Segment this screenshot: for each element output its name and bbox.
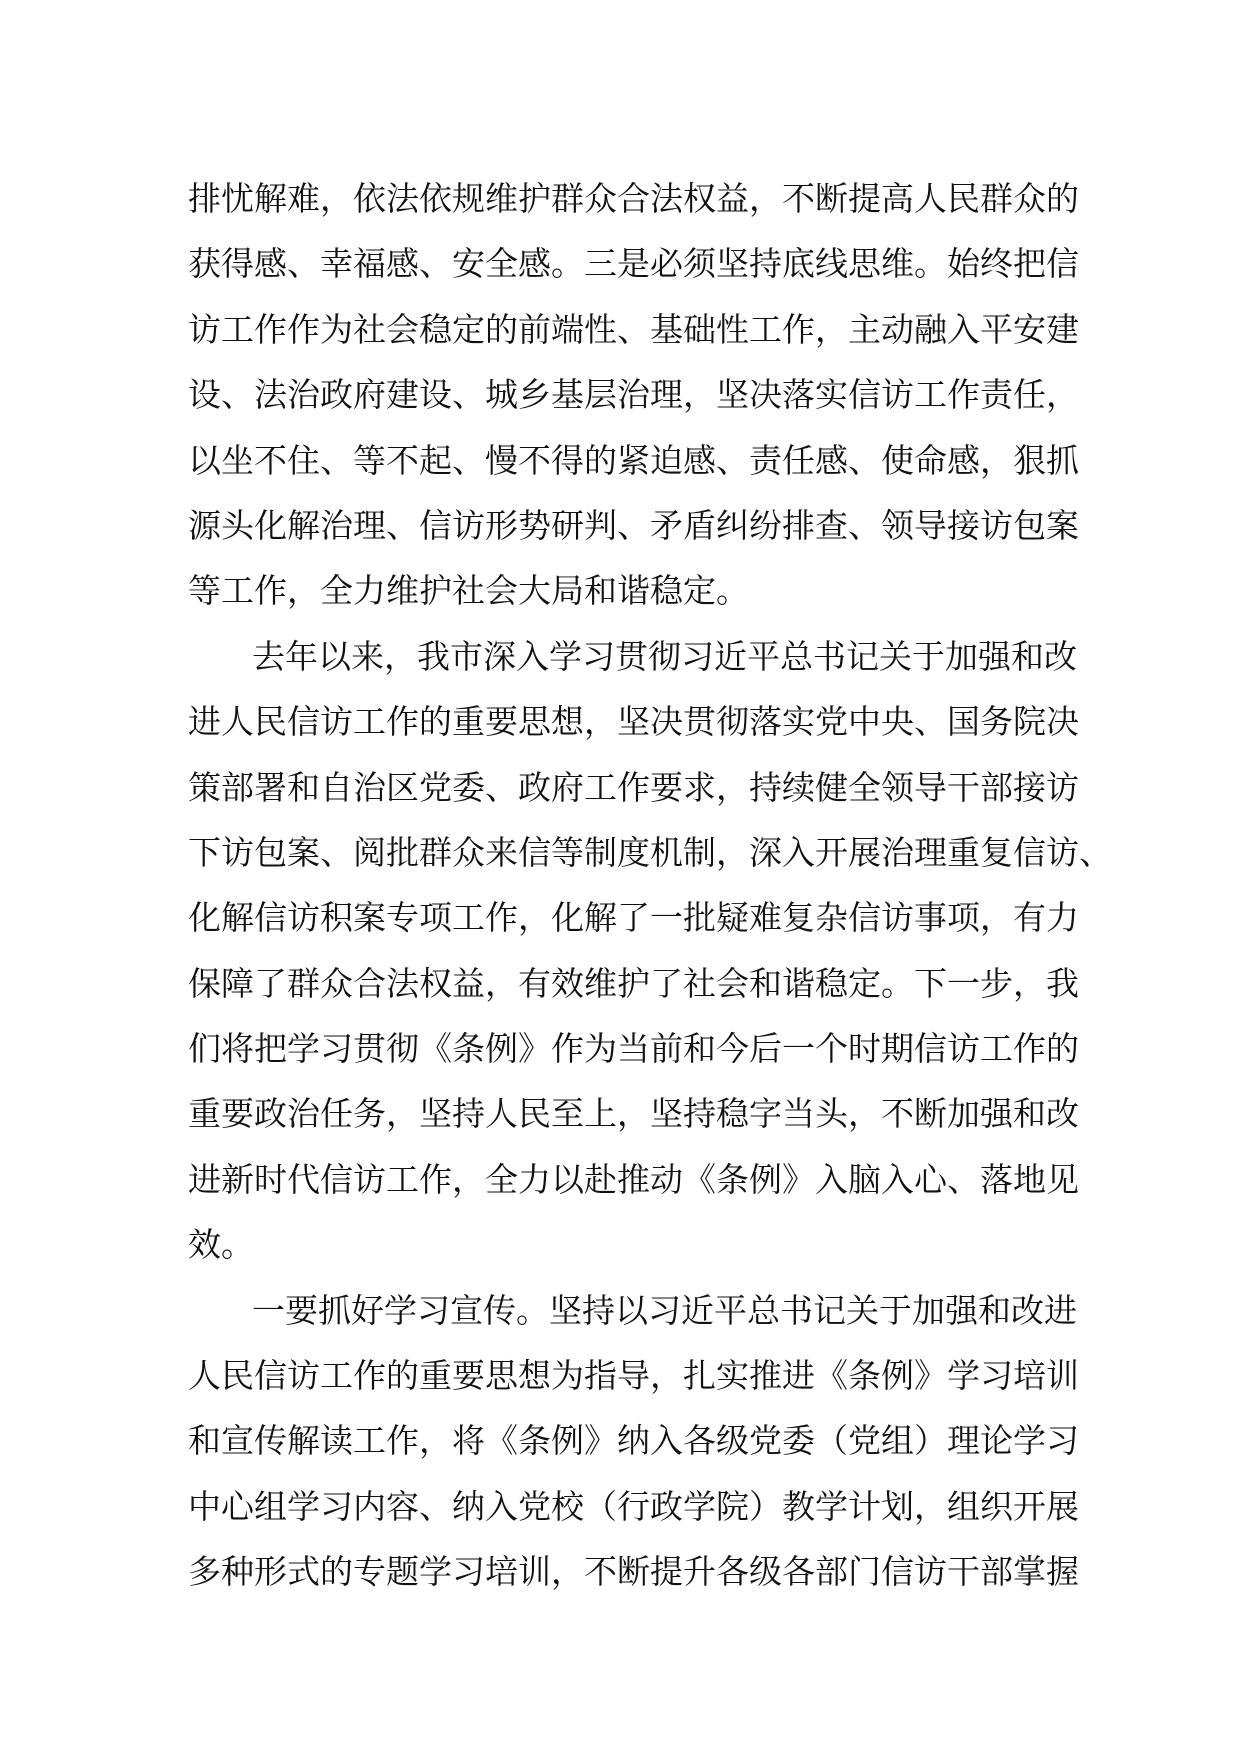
text-line-first: 一要抓好学习宣传。坚持以习近平总书记关于加强和改进 (252, 1290, 1077, 1330)
text-line: 和宣传解读工作，将《条例》纳入各级党委（党组）理论学习 (188, 1421, 1079, 1461)
text-line: 下访包案、阅批群众来信等制度机制，深入开展治理重复信访、 (188, 832, 1112, 872)
text-line: 进新时代信访工作，全力以赴推动《条例》入脑入心、落地见 (188, 1159, 1079, 1199)
text-line: 访工作作为社会稳定的前端性、基础性工作，主动融入平安建 (188, 309, 1079, 349)
text-line: 源头化解治理、信访形势研判、矛盾纠纷排查、领导接访包案 (188, 505, 1079, 545)
body-text (188, 166, 1112, 1605)
text-line: 获得感、幸福感、安全感。三是必须坚持底线思维。始终把信 (188, 244, 1079, 284)
text-line: 设、法治政府建设、城乡基层治理，坚决落实信访工作责任， (188, 375, 1079, 415)
paragraph-2 (188, 624, 1112, 1278)
text-line: 中心组学习内容、纳入党校（行政学院）教学计划，组织开展 (188, 1486, 1079, 1526)
text-line: 人民信访工作的重要思想为指导，扎实推进《条例》学习培训 (188, 1356, 1079, 1396)
text-line: 重要政治任务，坚持人民至上，坚持稳字当头，不断加强和改 (188, 1094, 1079, 1134)
text-line: 们将把学习贯彻《条例》作为当前和今后一个时期信访工作的 (188, 1029, 1079, 1069)
paragraph-1 (188, 166, 1079, 624)
text-line: 化解信访积案专项工作，化解了一批疑难复杂信访事项，有力 (188, 898, 1079, 938)
paragraph-3 (188, 1278, 1079, 1605)
text-line: 策部署和自治区党委、政府工作要求，持续健全领导干部接访 (188, 767, 1079, 807)
text-line: 效。 (188, 1225, 254, 1265)
text-line: 多种形式的专题学习培训，不断提升各级各部门信访干部掌握 (188, 1552, 1079, 1592)
text-line: 以坐不住、等不起、慢不得的紧迫感、责任感、使命感，狠抓 (188, 440, 1079, 480)
text-line: 等工作，全力维护社会大局和谐稳定。 (188, 571, 749, 611)
text-line: 排忧解难，依法依规维护群众合法权益，不断提高人民群众的 (188, 179, 1079, 218)
text-line: 进人民信访工作的重要思想，坚决贯彻落实党中央、国务院决 (188, 702, 1079, 742)
text-line-first: 去年以来，我市深入学习贯彻习近平总书记关于加强和改 (252, 636, 1077, 676)
text-line: 保障了群众合法权益，有效维护了社会和谐稳定。下一步，我 (188, 963, 1079, 1003)
